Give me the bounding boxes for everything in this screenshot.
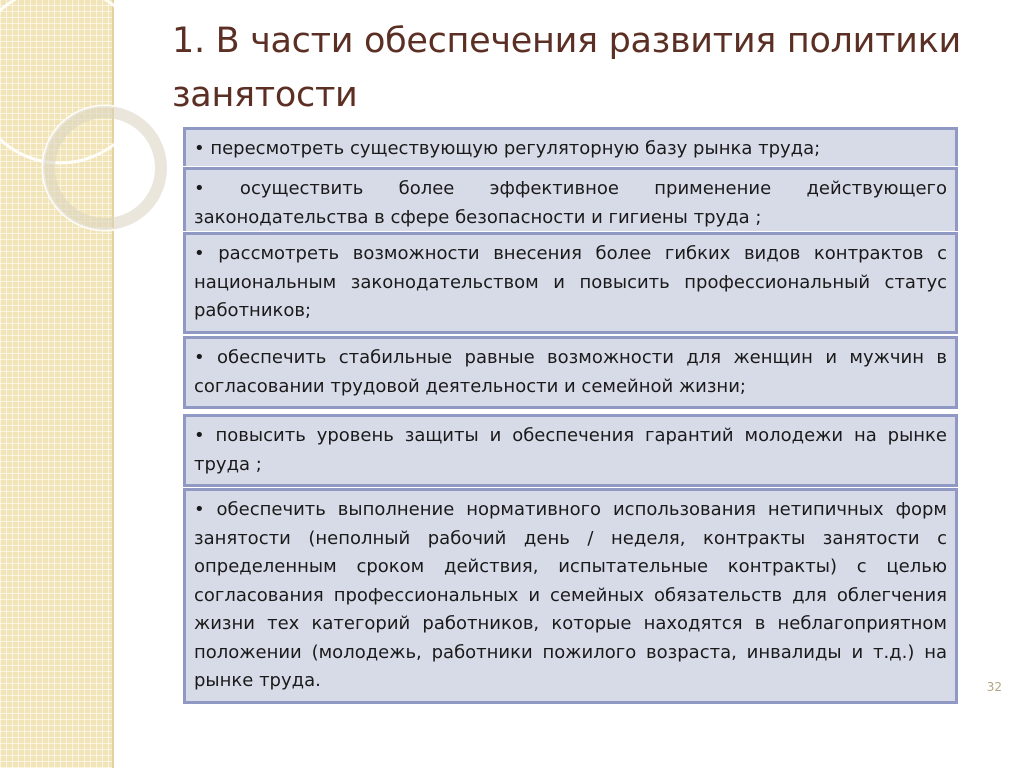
decorative-rings xyxy=(0,0,200,260)
bullet-item-4: • обеспечить стабильные равные возможности для женщин и мужчин в согласовании трудовой деятельности и семейной жизни; xyxy=(183,336,958,409)
bullet-item-6: • обеспечить выполнение нормативного использования нетипичных форм занятости (неполный рабочий день / неделя, контракты занятости с определенным сроком действия, испытательные контракты) с целью согласования профессиональных и семейных обязательств для облегчения жизни тех категорий работников, которые находятся в неблагоприятном положении (молодежь, работники пожилого возраста, инвалиды и т.д.) на рынке труда. xyxy=(183,488,958,704)
bullet-item-5: • повысить уровень защиты и обеспечения гарантий молодежи на рынке труда ; xyxy=(183,414,958,487)
small-ring-shadow xyxy=(49,112,161,224)
bullet-item-2: • осуществить более эффективное применение действующего законодательства в сфере безопасности и гигиены труда ; xyxy=(183,167,958,240)
bullet-item-1: • пересмотреть существующую регуляторную базу рынка труда; xyxy=(183,127,958,172)
slide-title: 1. В части обеспечения развития политики занятости xyxy=(172,21,961,115)
page-number: 32 xyxy=(986,680,1002,694)
large-ring xyxy=(0,0,148,163)
bullet-item-3: • рассмотреть возможности внесения более гибких видов контрактов с национальным законодательством и повысить профессиональный статус работников; xyxy=(183,232,958,334)
